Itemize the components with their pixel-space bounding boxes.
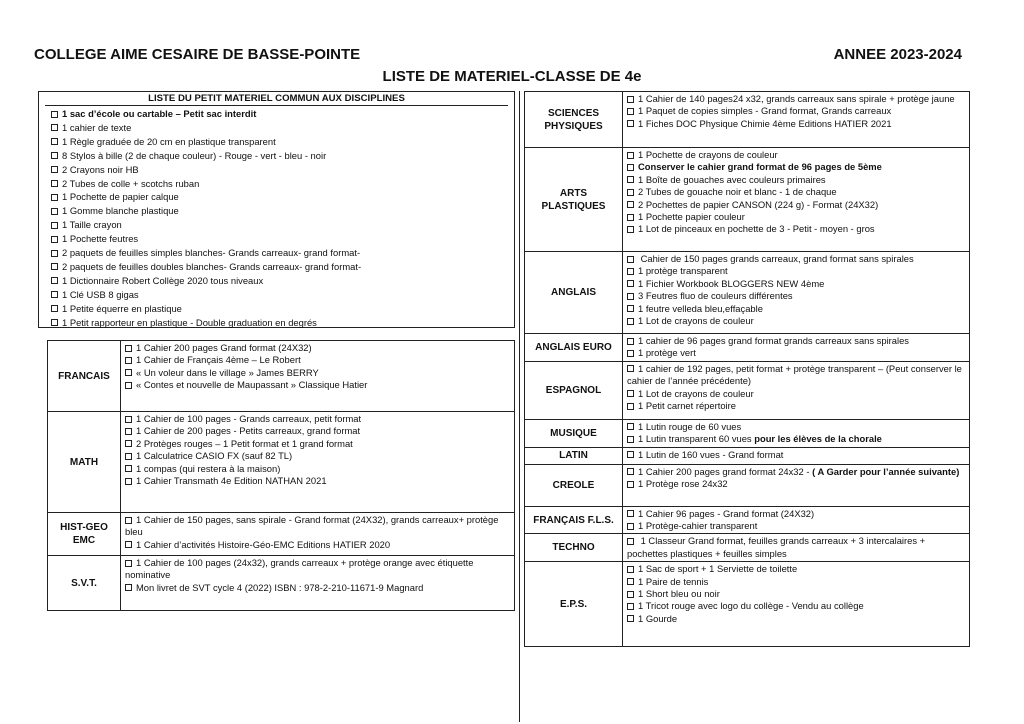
item-text: 1 Calculatrice CASIO FX (sauf 82 TL)	[136, 450, 293, 462]
subject-name: ESPAGNOL	[525, 361, 623, 419]
item-text: Cahier de 150 pages grands carreaux, grand format sans spirales	[638, 253, 914, 264]
subject-row-arts-plastiques	[525, 148, 970, 252]
list-item	[51, 204, 514, 218]
checkbox-icon	[627, 176, 634, 183]
item-text: 1 compas (qui restera à la maison)	[136, 462, 281, 474]
item-text: 1 Cahier 200 pages Grand format (24X32)	[136, 342, 312, 353]
item-note: pour les élèves de la chorale	[754, 433, 882, 445]
list-item	[627, 335, 965, 347]
item-text: 1 Cahier de 100 pages - Grands carreaux, petit format	[136, 413, 362, 424]
checkbox-icon	[125, 465, 132, 472]
item-text: 2 Crayons noir HB	[62, 163, 139, 175]
list-item	[627, 400, 965, 412]
checkbox-icon	[627, 390, 634, 397]
item-text: 2 Pochettes de papier CANSON (224 g) - Format (24X32)	[638, 198, 879, 210]
checkbox-icon	[627, 578, 634, 585]
item-text: 1 feutre velleda bleu,effaçable	[638, 302, 763, 314]
checkbox-icon	[627, 201, 634, 208]
item-text: 1 Lutin transparent 60 vues	[638, 433, 755, 445]
list-item	[51, 107, 514, 121]
list-item	[51, 177, 514, 191]
school-name: COLLEGE AIME CESAIRE DE BASSE-POINTE	[34, 46, 361, 63]
subject-name: CREOLE	[525, 464, 623, 506]
subject-items	[623, 148, 970, 252]
subject-name: LATIN	[525, 447, 623, 464]
item-text: 1 Gomme blanche plastique	[62, 205, 179, 217]
checkbox-icon	[125, 517, 132, 524]
checkbox-icon	[627, 152, 634, 159]
item-text: 1 Pochette de papier calque	[62, 191, 179, 203]
item-text: 1 Pochette de crayons de couleur	[638, 149, 778, 160]
subject-items	[623, 334, 970, 362]
item-text: 1 Cahier de Français 4ème – Le Robert	[136, 354, 301, 366]
item-text: Mon livret de SVT cycle 4 (2022) ISBN : 978-2-210-11671-9 Magnard	[136, 581, 424, 593]
subject-name: ANGLAIS EURO	[525, 334, 623, 362]
list-item	[51, 288, 514, 302]
checkbox-icon	[51, 111, 58, 118]
item-text: 1 Gourde	[638, 612, 678, 624]
item-text: 1 cahier de texte	[62, 121, 132, 133]
subject-items	[623, 447, 970, 464]
checkbox-icon	[125, 560, 132, 567]
item-text: 1 Lutin rouge de 60 vues	[638, 420, 742, 432]
subject-items	[623, 92, 970, 148]
item-note: ( A Garder pour l’année suivante)	[812, 465, 960, 477]
list-item	[627, 223, 965, 235]
checkbox-icon	[627, 510, 634, 517]
subject-items	[623, 506, 970, 534]
checkbox-icon	[125, 428, 132, 435]
item-text: 1 protège transparent	[638, 265, 728, 277]
column-divider	[519, 91, 520, 722]
item-text: 8 Stylos à bille (2 de chaque couleur) - Rouge - vert - bleu - noir	[62, 149, 327, 161]
item-text: 1 Cahier de 140 pages24 x32, grands carreaux sans spirale + protège jaune	[638, 93, 955, 104]
checkbox-icon	[125, 369, 132, 376]
list-item	[627, 290, 965, 302]
list-item	[627, 388, 965, 400]
item-text: 1 Classeur Grand format, feuilles grands carreaux + 3 intercalaires + pochettes plastiques + feuilles simples	[627, 535, 926, 559]
subject-name: S.V.T.	[48, 556, 121, 611]
subject-row-math	[48, 412, 515, 513]
common-supplies-list	[39, 107, 514, 330]
checkbox-icon	[627, 538, 634, 545]
right-subjects-table	[524, 91, 970, 647]
item-text: 1 Cahier de 200 pages - Petits carreaux, grand format	[136, 425, 361, 437]
checkbox-icon	[627, 338, 634, 345]
subject-name: MUSIQUE	[525, 419, 623, 447]
checkbox-icon	[627, 566, 634, 573]
subject-row-hist-geo-emc	[48, 513, 515, 556]
list-item	[125, 425, 510, 437]
subject-items	[121, 513, 515, 556]
item-text: 1 cahier de 192 pages, petit format + protège transparent – (Peut conserver le cahier de l’année précédente)	[627, 362, 962, 387]
checkbox-icon	[51, 208, 58, 215]
list-item	[627, 600, 965, 612]
list-item	[627, 588, 965, 600]
item-text: 1 Dictionnaire Robert Collège 2020 tous niveaux	[62, 274, 264, 286]
item-text: 1 Clé USB 8 gigas	[62, 288, 139, 300]
checkbox-icon	[627, 96, 634, 103]
list-item	[627, 118, 965, 130]
checkbox-icon	[627, 305, 634, 312]
subject-items	[121, 341, 515, 412]
list-item	[627, 105, 965, 117]
list-item	[627, 421, 965, 433]
list-item	[51, 190, 514, 204]
list-item	[125, 367, 510, 379]
checkbox-icon	[51, 152, 58, 159]
list-item	[51, 121, 514, 135]
item-text: 1 Protège rose 24x32	[638, 478, 728, 490]
subject-items	[623, 252, 970, 334]
checkbox-icon	[51, 194, 58, 201]
item-text: 1 cahier de 96 pages grand format grands carreaux sans spirales	[638, 335, 909, 346]
item-text: 1 Lot de pinceaux en pochette de 3 - Petit - moyen - gros	[638, 223, 875, 235]
list-item	[51, 135, 514, 149]
list-item	[125, 413, 510, 425]
common-supplies-title: LISTE DU PETIT MATERIEL COMMUN AUX DISCIPLINES	[45, 92, 508, 106]
list-item	[125, 514, 510, 539]
item-text: 1 Lutin de 160 vues - Grand format	[638, 448, 784, 460]
item-text: 1 Cahier de 100 pages (24x32), grands carreaux + protège orange avec étiquette nominative	[125, 557, 474, 581]
subject-row-latin	[525, 447, 970, 464]
list-item	[125, 342, 510, 354]
left-subjects-table	[47, 340, 515, 611]
item-text: 2 Tubes de gouache noir et blanc - 1 de chaque	[638, 186, 837, 198]
common-supplies-box	[38, 91, 515, 328]
checkbox-icon	[51, 291, 58, 298]
item-text: 1 Pochette feutres	[62, 233, 139, 245]
subject-name: ANGLAIS	[525, 252, 623, 334]
list-item	[51, 316, 514, 330]
list-item	[51, 246, 514, 260]
item-text: 1 Boîte de gouaches avec couleurs primaires	[638, 173, 826, 185]
subject-items	[623, 464, 970, 506]
checkbox-icon	[627, 280, 634, 287]
list-item	[627, 303, 965, 315]
list-item	[627, 508, 965, 520]
item-text: 1 Cahier d’activités Histoire-Géo-EMC Editions HATIER 2020	[136, 538, 391, 550]
subject-row-sciences-physiques	[525, 92, 970, 148]
list-item	[51, 163, 514, 177]
subject-items	[121, 412, 515, 513]
checkbox-icon	[627, 293, 634, 300]
item-text: 1 Petit carnet répertoire	[638, 400, 736, 412]
list-item	[125, 379, 510, 391]
subject-row-anglais	[525, 252, 970, 334]
list-item	[627, 535, 965, 560]
item-text: 1 Cahier 96 pages - Grand format (24X32)	[638, 507, 815, 519]
checkbox-icon	[51, 319, 58, 326]
list-item	[125, 354, 510, 366]
checkbox-icon	[627, 108, 634, 115]
checkbox-icon	[627, 164, 634, 171]
list-item	[627, 433, 965, 445]
item-text: 1 Lot de crayons de couleur	[638, 315, 754, 327]
checkbox-icon	[627, 189, 634, 196]
list-item	[125, 438, 510, 450]
subject-name: FRANÇAIS F.L.S.	[525, 506, 623, 534]
list-item	[627, 347, 965, 359]
subject-row-francais-f-l-s	[525, 506, 970, 534]
checkbox-icon	[125, 357, 132, 364]
item-text: 1 protège vert	[638, 347, 696, 359]
list-item	[627, 186, 965, 198]
subject-row-espagnol	[525, 361, 970, 419]
item-text: 1 Petite équerre en plastique	[62, 302, 182, 314]
checkbox-icon	[627, 256, 634, 263]
checkbox-icon	[627, 451, 634, 458]
subject-row-anglais-euro	[525, 334, 970, 362]
item-text: 1 sac d’école ou cartable – Petit sac interdit	[62, 108, 257, 119]
checkbox-icon	[51, 250, 58, 257]
item-text: 1 Sac de sport + 1 Serviette de toilette	[638, 563, 798, 575]
list-item	[627, 613, 965, 625]
list-item	[125, 463, 510, 475]
checkbox-icon	[627, 120, 634, 127]
checkbox-icon	[51, 263, 58, 270]
list-item	[125, 450, 510, 462]
checkbox-icon	[125, 416, 132, 423]
item-text: 2 paquets de feuilles doubles blanches- Grands carreaux- grand format-	[62, 260, 362, 272]
checkbox-icon	[51, 124, 58, 131]
list-item	[627, 363, 965, 388]
list-item	[627, 93, 965, 105]
list-item	[627, 278, 965, 290]
list-item	[627, 478, 965, 490]
list-item	[627, 174, 965, 186]
document-title: LISTE DE MATERIEL-CLASSE DE 4e	[382, 68, 642, 85]
checkbox-icon	[627, 226, 634, 233]
subject-row-techno	[525, 534, 970, 562]
item-text: 1 Taille crayon	[62, 219, 122, 231]
subject-row-musique	[525, 419, 970, 447]
subject-name: ARTS PLASTIQUES	[525, 148, 623, 252]
subject-name: HIST-GEO EMC	[48, 513, 121, 556]
checkbox-icon	[125, 345, 132, 352]
checkbox-icon	[627, 615, 634, 622]
subject-name: SCIENCES PHYSIQUES	[525, 92, 623, 148]
subject-row-francais	[48, 341, 515, 412]
checkbox-icon	[627, 591, 634, 598]
checkbox-icon	[627, 318, 634, 325]
item-text: 2 Protèges rouges – 1 Petit format et 1 grand format	[136, 437, 353, 449]
list-item	[627, 466, 965, 478]
checkbox-icon	[627, 481, 634, 488]
subject-name: TECHNO	[525, 534, 623, 562]
list-item	[125, 539, 510, 551]
checkbox-icon	[51, 138, 58, 145]
item-text: 1 Tricot rouge avec logo du collège - Vendu au collège	[638, 600, 864, 612]
checkbox-icon	[51, 180, 58, 187]
item-text: 1 Cahier 200 pages grand format 24x32 -	[638, 465, 813, 477]
item-text: 1 Protège-cahier transparent	[638, 520, 758, 532]
checkbox-icon	[627, 468, 634, 475]
checkbox-icon	[627, 423, 634, 430]
item-text: 1 Pochette papier couleur	[638, 211, 745, 223]
school-year: ANNEE 2023-2024	[833, 46, 962, 63]
subject-items	[623, 534, 970, 562]
item-text: « Un voleur dans le village » James BERRY	[136, 366, 319, 378]
checkbox-icon	[51, 166, 58, 173]
list-item	[627, 211, 965, 223]
checkbox-icon	[51, 236, 58, 243]
item-text: 1 Cahier Transmath 4e Edition NATHAN 2021	[136, 475, 327, 487]
item-text: 1 Fichier Workbook BLOGGERS NEW 4ème	[638, 277, 825, 289]
list-item	[627, 253, 965, 265]
list-item	[627, 563, 965, 575]
list-item	[125, 582, 510, 594]
list-item	[627, 161, 965, 173]
checkbox-icon	[51, 222, 58, 229]
list-item	[51, 302, 514, 316]
subject-row-s-v-t	[48, 556, 515, 611]
checkbox-icon	[125, 382, 132, 389]
checkbox-icon	[125, 584, 132, 591]
list-item	[627, 315, 965, 327]
subject-name: FRANCAIS	[48, 341, 121, 412]
checkbox-icon	[627, 365, 634, 372]
checkbox-icon	[627, 268, 634, 275]
item-text: 1 Petit rapporteur en plastique - Double graduation en degrés	[62, 316, 317, 328]
subject-items	[623, 419, 970, 447]
item-text: 2 paquets de feuilles simples blanches- Grands carreaux- grand format-	[62, 247, 361, 259]
subject-items	[623, 562, 970, 647]
list-item	[125, 557, 510, 582]
subject-row-e-p-s	[525, 562, 970, 647]
item-text: 1 Règle graduée de 20 cm en plastique transparent	[62, 135, 276, 147]
checkbox-icon	[627, 403, 634, 410]
checkbox-icon	[125, 478, 132, 485]
item-text: 3 Feutres fluo de couleurs différentes	[638, 290, 793, 302]
subject-name: MATH	[48, 412, 121, 513]
list-item	[627, 149, 965, 161]
list-item	[51, 232, 514, 246]
checkbox-icon	[627, 603, 634, 610]
item-text: 1 Cahier de 150 pages, sans spirale - Grand format (24X32), grands carreaux+ protège bleu	[125, 514, 499, 538]
checkbox-icon	[627, 214, 634, 221]
item-text: Conserver le cahier grand format de 96 pages de 5ème	[638, 161, 882, 173]
list-item	[627, 265, 965, 277]
subject-items	[623, 361, 970, 419]
item-text: 1 Lot de crayons de couleur	[638, 387, 754, 399]
list-item	[51, 274, 514, 288]
checkbox-icon	[627, 523, 634, 530]
item-text: 2 Tubes de colle + scotchs ruban	[62, 177, 200, 189]
list-item	[627, 449, 965, 461]
checkbox-icon	[125, 453, 132, 460]
list-item	[627, 520, 965, 532]
item-text: 1 Paquet de copies simples - Grand format, Grands carreaux	[638, 105, 892, 117]
checkbox-icon	[125, 440, 132, 447]
list-item	[51, 149, 514, 163]
subject-name: E.P.S.	[525, 562, 623, 647]
checkbox-icon	[125, 541, 132, 548]
item-text: 1 Paire de tennis	[638, 575, 709, 587]
item-text: « Contes et nouvelle de Maupassant » Classique Hatier	[136, 379, 368, 391]
list-item	[627, 199, 965, 211]
checkbox-icon	[51, 277, 58, 284]
list-item	[51, 218, 514, 232]
item-text: 1 Fiches DOC Physique Chimie 4ème Editions HATIER 2021	[638, 117, 892, 129]
item-text: 1 Short bleu ou noir	[638, 588, 720, 600]
checkbox-icon	[627, 350, 634, 357]
checkbox-icon	[627, 436, 634, 443]
checkbox-icon	[51, 305, 58, 312]
list-item	[51, 260, 514, 274]
list-item	[627, 576, 965, 588]
list-item	[125, 475, 510, 487]
subject-items	[121, 556, 515, 611]
subject-row-creole	[525, 464, 970, 506]
